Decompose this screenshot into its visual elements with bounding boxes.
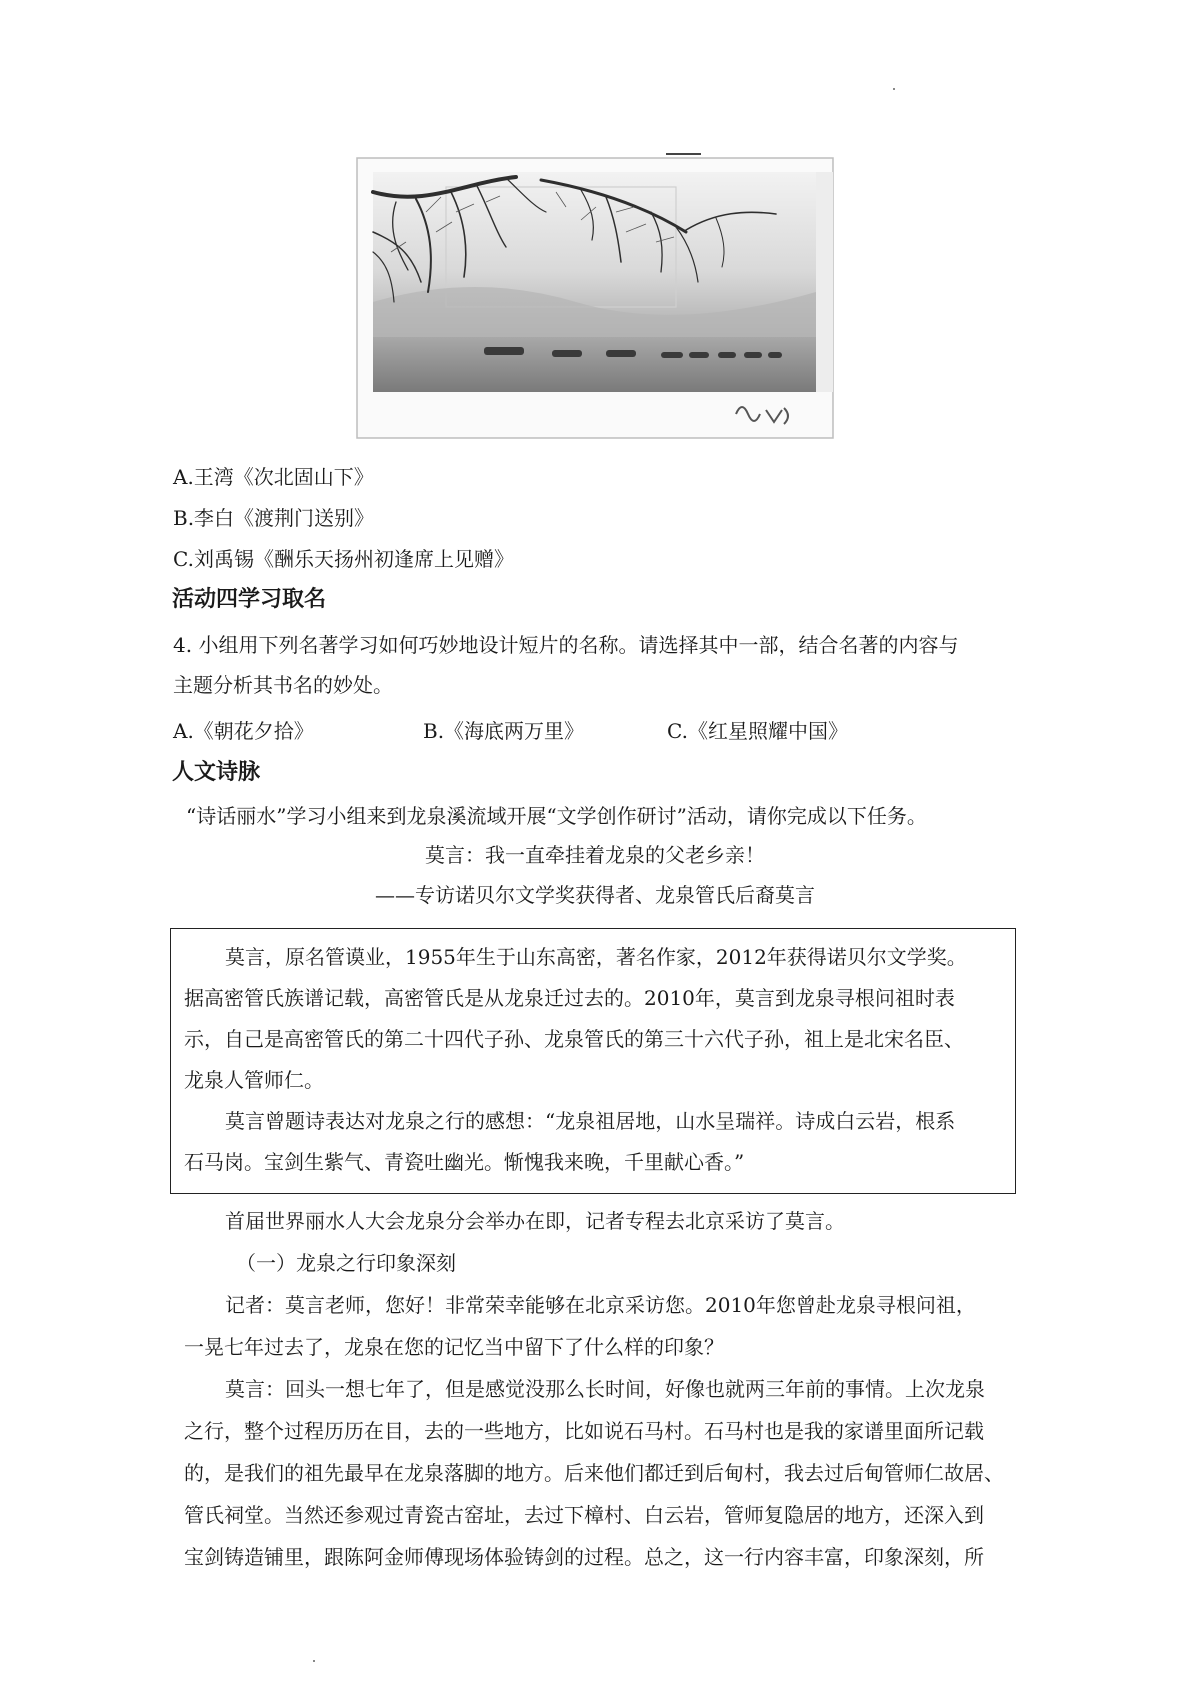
landscape-photo-icon	[356, 152, 836, 447]
body-line9: 宝剑铸造铺里，跟陈阿金师傅现场体验铸剑的过程。总之，这一行内容丰富，印象深刻，所	[184, 1545, 984, 1569]
body-line5: 莫言：回头一想七年了，但是感觉没那么长时间，好像也就两三年前的事情。上次龙泉	[225, 1377, 985, 1401]
body-line7: 的，是我们的祖先最早在龙泉落脚的地方。后来他们都迁到后甸村，我去过后甸管师仁故居、	[184, 1461, 1004, 1485]
option-b: B.李白《渡荆门送别》	[173, 506, 375, 530]
box-p1-line1: 莫言，原名管谟业，1955年生于山东高密，著名作家，2012年获得诺贝尔文学奖。	[225, 945, 967, 969]
option-a: A.王湾《次北固山下》	[173, 465, 374, 489]
article-title: 莫言：我一直牵挂着龙泉的父老乡亲！	[425, 843, 765, 867]
box-p1-line2: 据高密管氏族谱记载，高密管氏是从龙泉迁过去的。2010年，莫言到龙泉寻根问祖时表	[184, 986, 955, 1010]
section-intro: “诗话丽水”学习小组来到龙泉溪流域开展“文学创作研讨”活动，请你完成以下任务。	[186, 804, 927, 828]
box-p2-line2: 石马岗。宝剑生紫气、青瓷吐幽光。惭愧我来晚，千里献心香。”	[184, 1150, 745, 1174]
subsection-heading: （一）龙泉之行印象深刻	[236, 1251, 456, 1275]
choice-a: A.《朝花夕拾》	[173, 719, 314, 743]
option-c: C.刘禹锡《酬乐天扬州初逢席上见赠》	[173, 547, 514, 571]
box-p1-line4: 龙泉人管师仁。	[184, 1068, 324, 1092]
question4-line1: 4. 小组用下列名著学习如何巧妙地设计短片的名称。请选择其中一部，结合名著的内容与	[173, 633, 959, 657]
choice-c: C.《红星照耀中国》	[667, 719, 848, 743]
section-heading: 人文诗脉	[172, 760, 261, 785]
body-line3: 记者：莫言老师，您好！非常荣幸能够在北京采访您。2010年您曾赴龙泉寻根问祖，	[225, 1293, 976, 1317]
body-line1: 首届世界丽水人大会龙泉分会举办在即，记者专程去北京采访了莫言。	[225, 1209, 845, 1233]
body-line6: 之行，整个过程历历在目，去的一些地方，比如说石马村。石马村也是我的家谱里面所记载	[184, 1419, 984, 1443]
scan-speck	[313, 1660, 315, 1662]
choice-b: B.《海底两万里》	[423, 719, 585, 743]
question4-line2: 主题分析其书名的妙处。	[173, 673, 393, 697]
box-p2-line1: 莫言曾题诗表达对龙泉之行的感想：“龙泉祖居地，山水呈瑞祥。诗成白云岩，根系	[225, 1109, 956, 1133]
box-p1-line3: 示，自己是高密管氏的第二十四代子孙、龙泉管氏的第三十六代子孙，祖上是北宋名臣、	[184, 1027, 964, 1051]
body-line8: 管氏祠堂。当然还参观过青瓷古窑址，去过下樟村、白云岩，管师复隐居的地方，还深入到	[184, 1503, 984, 1527]
scan-speck	[893, 88, 895, 90]
activity4-heading: 活动四学习取名	[172, 587, 327, 612]
article-subtitle: ——专访诺贝尔文学奖获得者、龙泉管氏后裔莫言	[375, 883, 815, 907]
body-line4: 一晃七年过去了，龙泉在您的记忆当中留下了什么样的印象？	[184, 1335, 724, 1359]
